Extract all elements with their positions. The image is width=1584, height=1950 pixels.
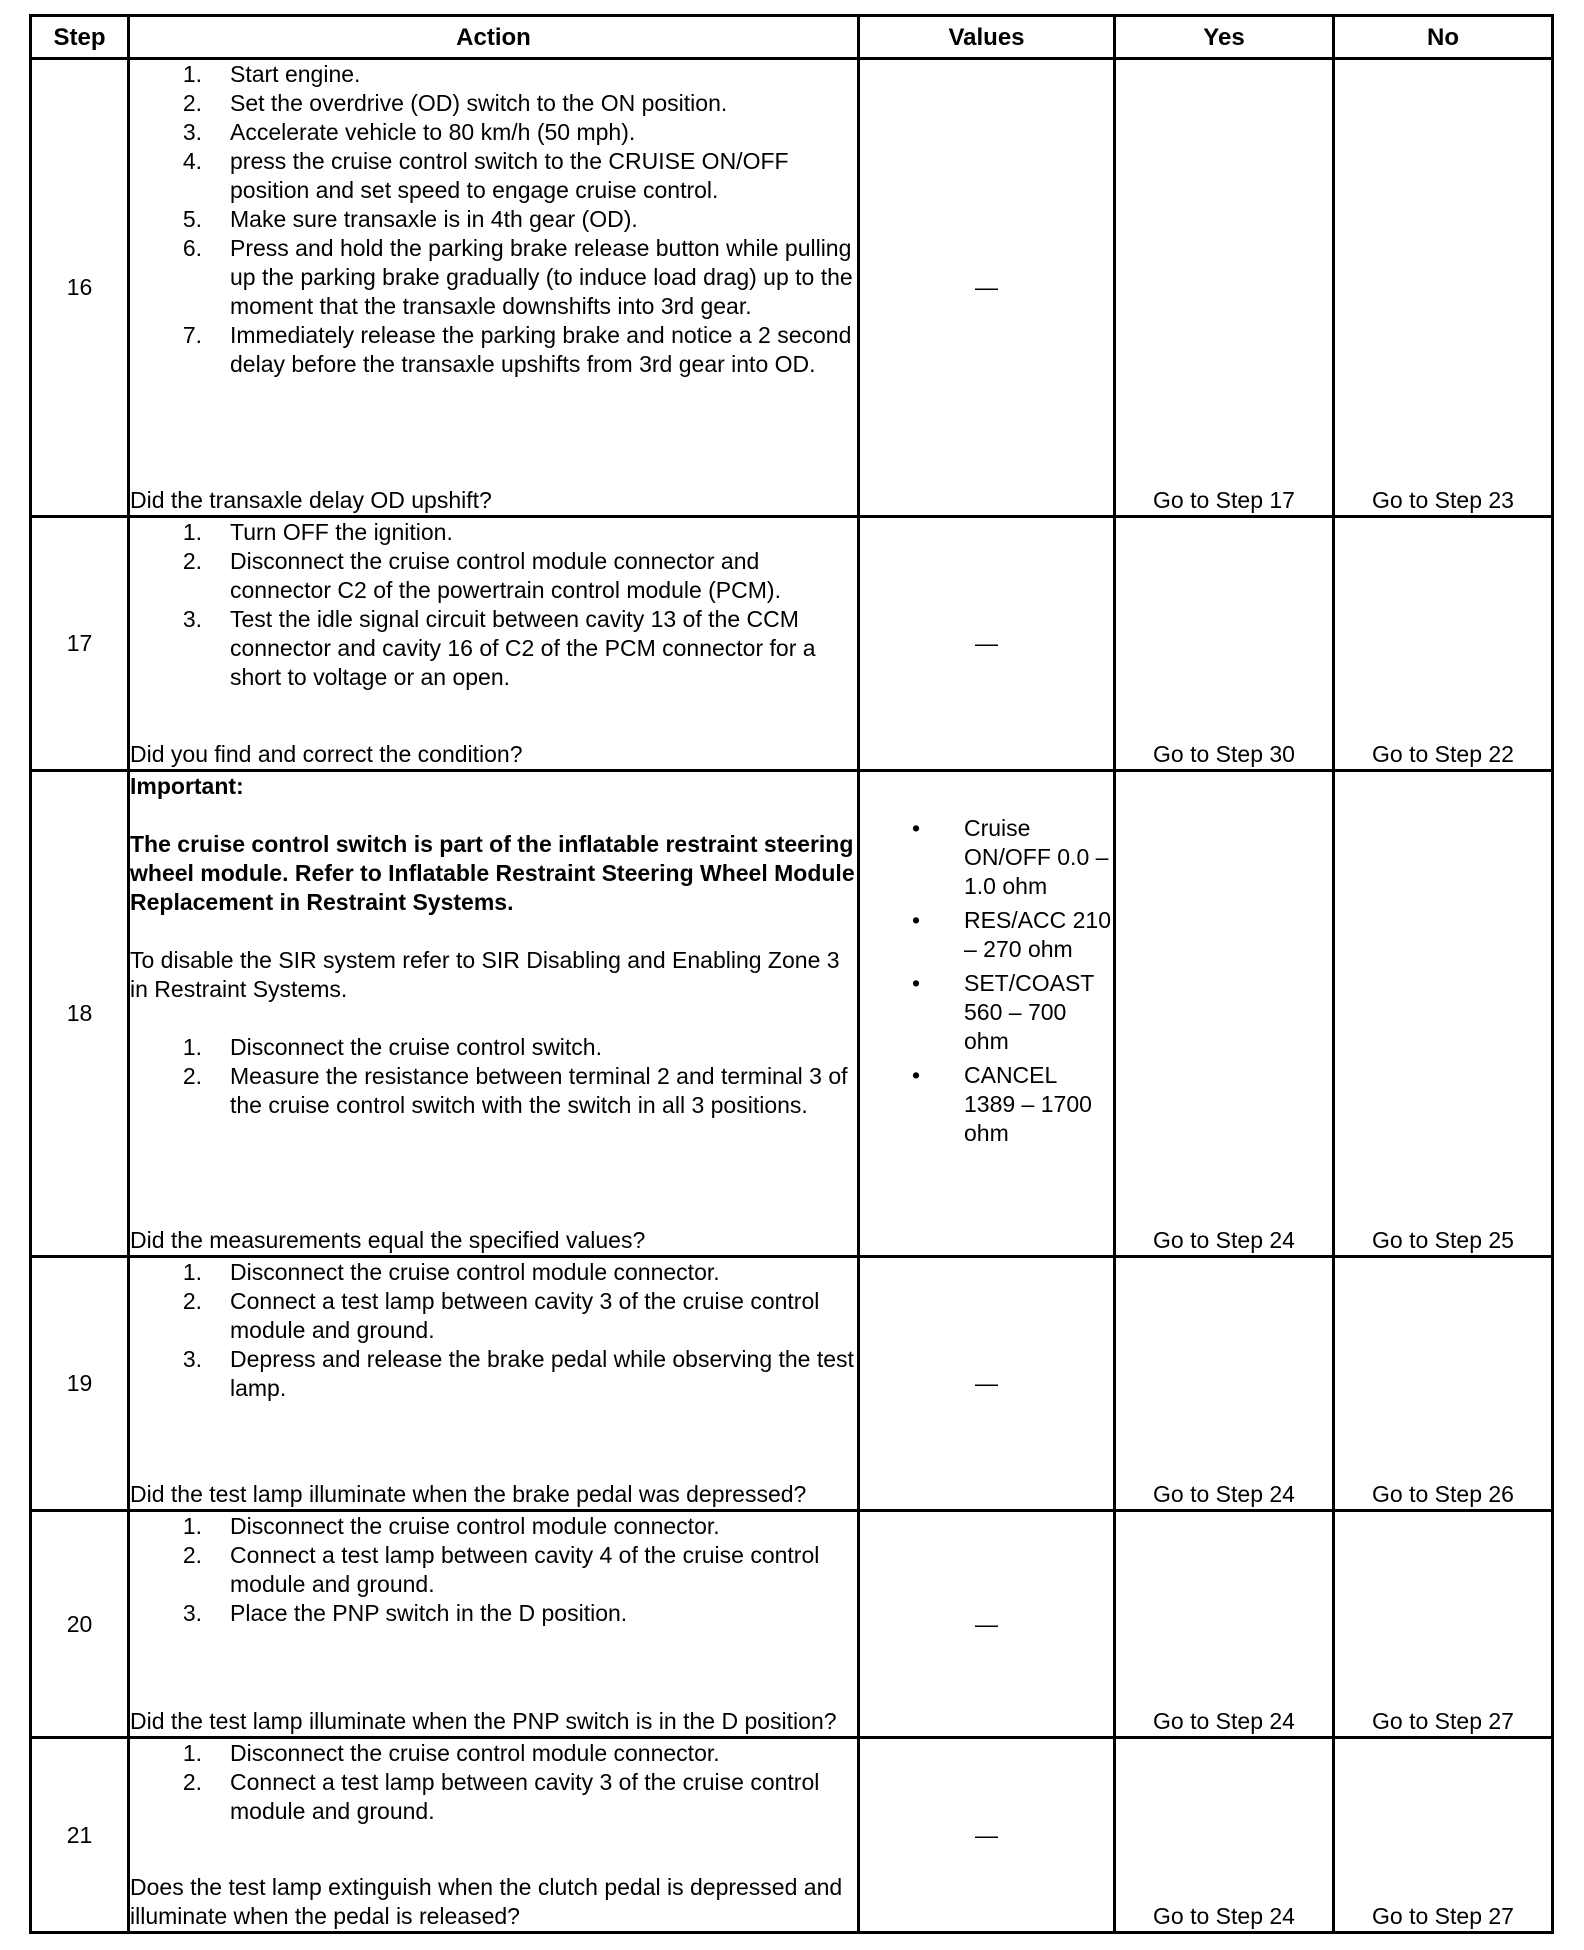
- list-item: 3. Accelerate vehicle to 80 km/h (50 mph).: [182, 119, 636, 145]
- step-number: 20: [31, 1511, 129, 1738]
- diagnostic-table: [29, 14, 1554, 1934]
- question: Did the measurements equal the specified values?: [130, 1227, 646, 1253]
- value-cell: —: [859, 517, 1115, 771]
- header-step: Step: [31, 16, 129, 59]
- value-cell: —: [859, 1511, 1115, 1738]
- action-steps: [130, 1739, 857, 1826]
- value-cell: —: [859, 1257, 1115, 1511]
- action-cell: [129, 771, 859, 1257]
- yes-cell: Go to Step 24: [1115, 771, 1334, 1257]
- table-row: [31, 1511, 1553, 1738]
- question: Does the test lamp extinguish when the clutch pedal is depressed and illuminate when the pedal is released?: [130, 1874, 843, 1929]
- question: Did you find and correct the condition?: [130, 741, 523, 767]
- step-number: 17: [31, 517, 129, 771]
- list-item: 2. Set the overdrive (OD) switch to the ON position.: [182, 90, 728, 116]
- step-number: 19: [31, 1257, 129, 1511]
- note-text: To disable the SIR system refer to SIR Disabling and Enabling Zone 3 in Restraint Systems.: [130, 947, 840, 1002]
- no-cell: Go to Step 22: [1334, 517, 1553, 771]
- value-cell: [859, 771, 1115, 1257]
- step-number: 21: [31, 1738, 129, 1933]
- header-yes: Yes: [1115, 16, 1334, 59]
- step-number: 18: [31, 771, 129, 1257]
- list-item: • SET/COAST 560 – 700 ohm: [912, 970, 1094, 1054]
- value-cell: —: [859, 1738, 1115, 1933]
- yes-cell: Go to Step 17: [1115, 59, 1334, 517]
- action-cell: [129, 517, 859, 771]
- list-item: 2. Connect a test lamp between cavity 3 of the cruise control module and ground.: [182, 1769, 820, 1824]
- list-item: 1. Disconnect the cruise control switch.: [182, 1034, 602, 1060]
- table-row: [31, 59, 1553, 517]
- list-item: 3. Depress and release the brake pedal while observing the test lamp.: [182, 1346, 854, 1401]
- list-item: • CANCEL 1389 – 1700 ohm: [912, 1062, 1092, 1146]
- list-item: • RES/ACC 210 – 270 ohm: [912, 907, 1112, 962]
- list-item: 1. Disconnect the cruise control module connector.: [182, 1513, 720, 1539]
- action-steps: [130, 1033, 857, 1120]
- step-number: 16: [31, 59, 129, 517]
- value-cell: —: [859, 59, 1115, 517]
- yes-cell: Go to Step 24: [1115, 1738, 1334, 1933]
- list-item: 3. Place the PNP switch in the D position.: [182, 1600, 628, 1626]
- list-item: 2. Connect a test lamp between cavity 3 of the cruise control module and ground.: [182, 1288, 820, 1343]
- yes-cell: Go to Step 30: [1115, 517, 1334, 771]
- no-cell: Go to Step 25: [1334, 771, 1553, 1257]
- no-cell: Go to Step 27: [1334, 1511, 1553, 1738]
- action-steps: [130, 518, 857, 692]
- list-item: 6. Press and hold the parking brake release button while pulling up the parking brake gradually (to induce load drag) up to the moment that the transaxle downshifts into 3rd gear.: [182, 235, 853, 319]
- no-cell: Go to Step 23: [1334, 59, 1553, 517]
- action-cell: [129, 1257, 859, 1511]
- important-label: Important:: [130, 773, 244, 799]
- action-steps: [130, 1512, 857, 1628]
- list-item: • Cruise ON/OFF 0.0 – 1.0 ohm: [912, 815, 1109, 899]
- list-item: 2. Measure the resistance between terminal 2 and terminal 3 of the cruise control switch with the switch in all 3 positions.: [182, 1063, 848, 1118]
- yes-cell: Go to Step 24: [1115, 1257, 1334, 1511]
- action-cell: [129, 1511, 859, 1738]
- action-steps: [130, 60, 857, 379]
- question: Did the test lamp illuminate when the PNP switch is in the D position?: [130, 1708, 837, 1734]
- header-no: No: [1334, 16, 1553, 59]
- values-list: [860, 814, 1113, 1148]
- list-item: 7. Immediately release the parking brake and notice a 2 second delay before the transaxle upshifts from 3rd gear into OD.: [182, 322, 852, 377]
- table-row: [31, 1257, 1553, 1511]
- list-item: 3. Test the idle signal circuit between cavity 13 of the CCM connector and cavity 16 of C2 of the PCM connector for a short to voltage or an open.: [182, 606, 816, 690]
- table-row: [31, 1738, 1553, 1933]
- no-cell: Go to Step 27: [1334, 1738, 1553, 1933]
- list-item: 1. Disconnect the cruise control module connector.: [182, 1259, 720, 1285]
- table-row: [31, 517, 1553, 771]
- question: Did the transaxle delay OD upshift?: [130, 487, 492, 513]
- header-values: Values: [859, 16, 1115, 59]
- question: Did the test lamp illuminate when the brake pedal was depressed?: [130, 1481, 807, 1507]
- header-row: [31, 16, 1553, 59]
- list-item: 1. Turn OFF the ignition.: [182, 519, 453, 545]
- list-item: 1. Start engine.: [182, 61, 361, 87]
- list-item: 2. Disconnect the cruise control module connector and connector C2 of the powertrain control module (PCM).: [182, 548, 781, 603]
- list-item: 2. Connect a test lamp between cavity 4 of the cruise control module and ground.: [182, 1542, 820, 1597]
- action-cell: [129, 59, 859, 517]
- action-steps: [130, 1258, 857, 1403]
- no-cell: Go to Step 26: [1334, 1257, 1553, 1511]
- action-cell: [129, 1738, 859, 1933]
- header-action: Action: [129, 16, 859, 59]
- list-item: 5. Make sure transaxle is in 4th gear (OD).: [182, 206, 638, 232]
- list-item: 1. Disconnect the cruise control module connector.: [182, 1740, 720, 1766]
- important-text: The cruise control switch is part of the inflatable restraint steering wheel module. Refer to Inflatable Restraint Steering Wheel Module Replacement in Restraint Systems.: [130, 831, 855, 915]
- list-item: 4. press the cruise control switch to the CRUISE ON/OFF position and set speed to engage cruise control.: [182, 148, 789, 203]
- yes-cell: Go to Step 24: [1115, 1511, 1334, 1738]
- table-row: [31, 771, 1553, 1257]
